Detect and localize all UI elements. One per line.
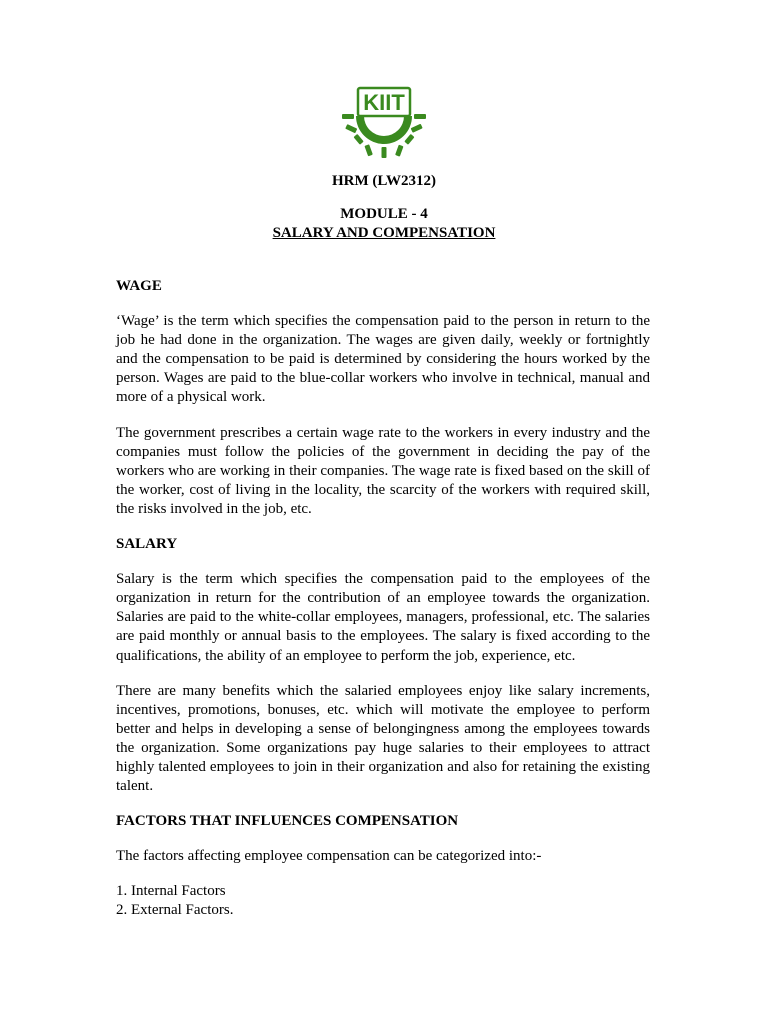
wage-paragraph-2: The government prescribes a certain wage rate to the workers in every industry and the companies must follow the policies of the government in deciding the pay of the workers who are working in their companies. The wage rate is fixed based on the skill of the worker, cost of living in the locality, the scarcity of the workers with required skill, the risks involved in the job, etc. [116, 424, 650, 517]
course-code: HRM (LW2312) [331, 173, 437, 189]
logo-text: KIIT [363, 90, 405, 115]
factors-intro: The factors affecting employee compensation can be categorized into:- [116, 848, 542, 865]
list-item: 2. External Factors. [116, 902, 234, 919]
module-number: MODULE - 4 [340, 206, 428, 222]
section-heading-salary: SALARY [116, 536, 178, 553]
kiit-logo [340, 82, 428, 158]
salary-paragraph-1: Salary is the term which specifies the compensation paid to the employees of the organization in return for the contribution of an employee towards the organization. Salaries are paid to the white-collar employees, managers, professional, etc. The salaries are paid monthly or annual basis to the employees. The salary is fixed according to the qualifications, the ability of an employee to perform the job, experience, etc. [116, 571, 650, 664]
wage-paragraph-1: ‘Wage’ is the term which specifies the compensation paid to the person in return to the job he had done in the organization. The wages are given daily, weekly or fortnightly and the compensation to be paid is determined by considering the hours worked by the person. Wages are paid to the blue-collar workers who involve in technical, manual and more of a physical work. [116, 313, 650, 406]
section-heading-factors: FACTORS THAT INFLUENCES COMPENSATION [116, 813, 459, 830]
salary-paragraph-2: There are many benefits which the salaried employees enjoy like salary increments, incentives, promotions, bonuses, etc. which will motivate the employee to perform better and helps in developing a sense of belongingness among the employees towards the organization. Some organizations pay huge salaries to their employees to attract highly talented employees to join in their organization and also for retaining the existing talent. [116, 682, 650, 795]
section-heading-wage: WAGE [116, 278, 162, 294]
list-item: 1. Internal Factors [116, 883, 226, 900]
module-title: SALARY AND COMPENSATION [272, 225, 496, 241]
document-body [116, 277, 650, 921]
factors-list [116, 882, 650, 920]
